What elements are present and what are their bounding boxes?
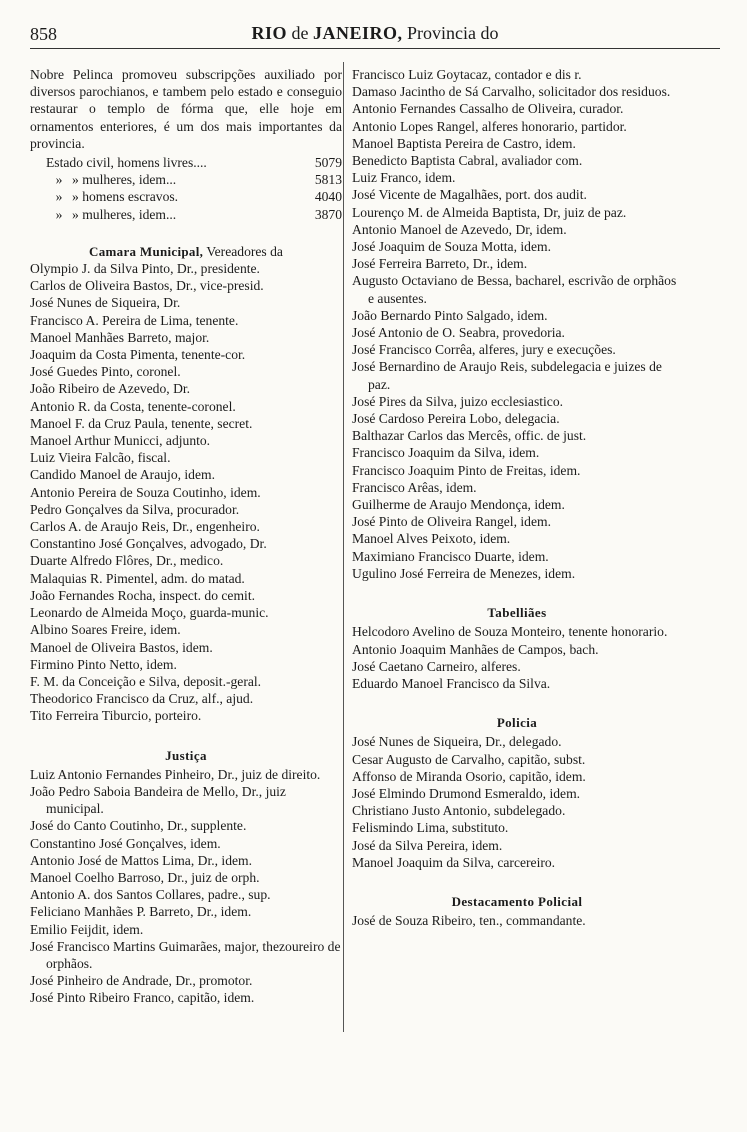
roster-entry: Theodorico Francisco da Cruz, alf., ajud.: [30, 691, 254, 707]
destacamento-list: [352, 912, 682, 929]
roster-entry: Manoel Baptista Pereira de Castro, idem.: [352, 135, 576, 151]
roster-entry: Luiz Vieira Falcão, fiscal.: [30, 450, 171, 466]
roster-entry: Luiz Antonio Fernandes Pinheiro, Dr., juiz de direito.: [30, 766, 321, 782]
roster-entry: Francisco Luiz Goytacaz, contador e dis r.: [352, 67, 582, 82]
roster-entry: Felismindo Lima, substituto.: [352, 820, 509, 836]
roster-entry: Ugulino José Ferreira de Menezes, idem.: [352, 565, 576, 581]
roster-entry: Antonio Pereira de Souza Coutinho, idem.: [30, 484, 261, 500]
roster-entry: José Joaquim de Souza Motta, idem.: [352, 239, 551, 255]
camara-list: [30, 260, 342, 724]
running-title: [30, 23, 720, 44]
roster-entry: Lourenço M. de Almeida Baptista, Dr, juiz de paz.: [352, 204, 627, 220]
stat-row: [46, 206, 342, 223]
roster-entry: Manoel Alves Peixoto, idem.: [352, 531, 511, 547]
title-rio: RIO: [251, 23, 287, 43]
justica-list: [30, 766, 342, 1007]
roster-entry: Pedro Gonçalves da Silva, procurador.: [30, 501, 240, 517]
intro-paragraph: Nobre Pelinca promoveu subscripções auxiliado por diversos parochianos, e tambem pelo estado e conseguio restaurar o templo de fórma que, elle hoje em ornamentos enteriores, é um dos mais importantes da provincia.: [30, 67, 342, 151]
roster-entry: Joaquim da Costa Pimenta, tenente-cor.: [30, 347, 246, 363]
tabelliaes-heading: Tabelliães: [487, 605, 547, 621]
roster-entry: José do Canto Coutinho, Dr., supplente.: [30, 818, 247, 834]
roster-entry: Manoel Coelho Barroso, Dr., juiz de orph.: [30, 869, 260, 885]
running-header: [30, 22, 720, 49]
roster-entry: Francisco Joaquim Pinto de Freitas, idem.: [352, 462, 581, 478]
stat-row: [46, 188, 342, 205]
roster-entry: Affonso de Miranda Osorio, capitão, idem.: [352, 768, 586, 784]
stat-value: 5079: [314, 155, 342, 171]
roster-entry: Francisco Joaquim da Silva, idem.: [352, 445, 540, 461]
roster-entry: Balthazar Carlos das Mercês, offic. de just.: [352, 428, 587, 444]
roster-entry: Antonio Lopes Rangel, alferes honorario, partidor.: [352, 118, 627, 134]
roster-entry: Antonio Joaquim Manhães de Campos, bach.: [352, 641, 599, 657]
roster-entry: José Guedes Pinto, coronel.: [30, 364, 181, 380]
roster-entry: Helcodoro Avelino de Souza Monteiro, tenente honorario.: [352, 624, 668, 640]
roster-entry: José da Silva Pereira, idem.: [352, 837, 503, 853]
policia-list: [352, 733, 682, 871]
roster-entry: Antonio A. dos Santos Collares, padre., sup.: [30, 887, 271, 903]
roster-entry: Constantino José Gonçalves, advogado, Dr.: [30, 536, 267, 552]
roster-entry: José Elmindo Drumond Esmeraldo, idem.: [352, 785, 581, 801]
roster-entry: José Caetano Carneiro, alferes.: [352, 658, 521, 674]
justica-continued-list: [352, 66, 682, 582]
roster-entry: José Bernardino de Araujo Reis, subdelegacia e juizes de paz.: [352, 359, 662, 392]
roster-entry: Antonio José de Mattos Lima, Dr., idem.: [30, 852, 253, 868]
roster-entry: José Pinheiro de Andrade, Dr., promotor.: [30, 973, 253, 989]
roster-entry: João Pedro Saboia Bandeira de Mello, Dr., juiz municipal.: [30, 783, 286, 817]
left-column: [30, 66, 342, 1007]
roster-entry: José Nunes de Siqueira, Dr., delegado.: [352, 734, 562, 750]
roster-entry: Manoel Joaquim da Silva, carcereiro.: [352, 854, 556, 870]
roster-entry: José Nunes de Siqueira, Dr.: [30, 295, 181, 311]
camara-title: Camara Municipal,: [89, 243, 204, 259]
roster-entry: Damaso Jacintho de Sá Carvalho, solicitador dos residuos.: [352, 84, 671, 100]
roster-entry: José Antonio de O. Seabra, provedoria.: [352, 325, 565, 341]
roster-entry: Constantino José Gonçalves, idem.: [30, 835, 221, 851]
stat-row: [46, 154, 342, 171]
ditto-mark: »: [55, 172, 63, 188]
stat-label: » homens escravos.: [72, 189, 179, 205]
roster-entry: José Francisco Corrêa, alferes, jury e execuções.: [352, 342, 616, 358]
roster-entry: Antonio Fernandes Cassalho de Oliveira, curador.: [352, 101, 624, 117]
camara-heading: [30, 243, 342, 260]
stat-label: » mulheres, idem...: [72, 206, 177, 222]
stat-label: » mulheres, idem...: [72, 172, 177, 188]
roster-entry: Manoel de Oliveira Bastos, idem.: [30, 639, 213, 655]
roster-entry: Candido Manoel de Araujo, idem.: [30, 467, 215, 483]
roster-entry: Antonio R. da Costa, tenente-coronel.: [30, 398, 236, 414]
title-city: JANEIRO,: [313, 23, 403, 43]
title-de: de: [291, 23, 309, 43]
ditto-mark: »: [55, 206, 63, 222]
roster-entry: Christiano Justo Antonio, subdelegado.: [352, 803, 566, 819]
tabelliaes-list: [352, 623, 682, 692]
right-column: [352, 66, 682, 929]
roster-entry: Manoel F. da Cruz Paula, tenente, secret.: [30, 415, 253, 431]
stat-value: 5813: [314, 172, 342, 188]
page-number: 858: [30, 24, 57, 44]
justica-heading: Justiça: [165, 747, 207, 763]
roster-entry: José Pires da Silva, juizo ecclesiastico.: [352, 393, 564, 409]
roster-entry: Leonardo de Almeida Moço, guarda-munic.: [30, 605, 269, 621]
roster-entry: Francisco Arêas, idem.: [352, 479, 477, 495]
roster-entry: Guilherme de Araujo Mendonça, idem.: [352, 497, 565, 513]
roster-entry: Olympio J. da Silva Pinto, Dr., presidente.: [30, 261, 260, 277]
roster-entry: Francisco A. Pereira de Lima, tenente.: [30, 312, 239, 328]
roster-entry: José de Souza Ribeiro, ten., commandante.: [352, 913, 586, 929]
roster-entry: Manoel Arthur Municci, adjunto.: [30, 433, 211, 449]
policia-heading: Policia: [496, 715, 538, 731]
roster-entry: Luiz Franco, idem.: [352, 170, 456, 186]
roster-entry: Feliciano Manhães P. Barreto, Dr., idem.: [30, 904, 252, 920]
destacamento-heading: Destacamento Policial: [451, 893, 583, 909]
ditto-mark: »: [55, 189, 63, 205]
roster-entry: Firmino Pinto Netto, idem.: [30, 656, 177, 672]
roster-entry: Manoel Manhães Barreto, major.: [30, 329, 210, 345]
stat-row: [46, 171, 342, 188]
roster-entry: José Ferreira Barreto, Dr., idem.: [352, 256, 528, 272]
roster-entry: Benedicto Baptista Cabral, avaliador com.: [352, 153, 583, 169]
roster-entry: José Pinto Ribeiro Franco, capitão, idem.: [30, 990, 255, 1006]
roster-entry: José Vicente de Magalhães, port. dos audit.: [352, 187, 587, 203]
title-rest: Provincia do: [407, 23, 499, 43]
roster-entry: José Pinto de Oliveira Rangel, idem.: [352, 514, 551, 530]
stat-value: 3870: [314, 206, 342, 222]
roster-entry: Carlos A. de Araujo Reis, Dr., engenheiro.: [30, 519, 260, 535]
roster-entry: Antonio Manoel de Azevedo, Dr, idem.: [352, 221, 567, 237]
roster-entry: José Francisco Martins Guimarães, major, thezoureiro de orphãos.: [30, 938, 341, 971]
roster-entry: Eduardo Manoel Francisco da Silva.: [352, 675, 551, 691]
roster-entry: Maximiano Francisco Duarte, idem.: [352, 548, 549, 564]
population-stats: [46, 154, 342, 223]
roster-entry: Cesar Augusto de Carvalho, capitão, subst.: [352, 751, 586, 767]
stat-value: 4040: [314, 189, 342, 205]
roster-entry: João Fernandes Rocha, inspect. do cemit.: [30, 587, 255, 603]
roster-entry: João Ribeiro de Azevedo, Dr.: [30, 381, 191, 397]
column-divider: [343, 62, 344, 1032]
roster-entry: Malaquias R. Pimentel, adm. do matad.: [30, 570, 245, 586]
roster-entry: João Bernardo Pinto Salgado, idem.: [352, 307, 548, 323]
camara-subtitle: Vereadores da: [206, 243, 283, 259]
roster-entry: Carlos de Oliveira Bastos, Dr., vice-presid.: [30, 278, 264, 294]
roster-entry: Albino Soares Freire, idem.: [30, 622, 181, 638]
roster-entry: Emilio Feijdit, idem.: [30, 921, 144, 937]
roster-entry: José Cardoso Pereira Lobo, delegacia.: [352, 411, 560, 427]
stat-label: Estado civil, homens livres....: [46, 155, 207, 171]
roster-entry: Tito Ferreira Tiburcio, porteiro.: [30, 708, 202, 724]
roster-entry: Augusto Octaviano de Bessa, bacharel, escrivão de orphãos e ausentes.: [352, 273, 677, 306]
roster-entry: Duarte Alfredo Flôres, Dr., medico.: [30, 553, 224, 569]
roster-entry: F. M. da Conceição e Silva, deposit.-geral.: [30, 673, 262, 689]
